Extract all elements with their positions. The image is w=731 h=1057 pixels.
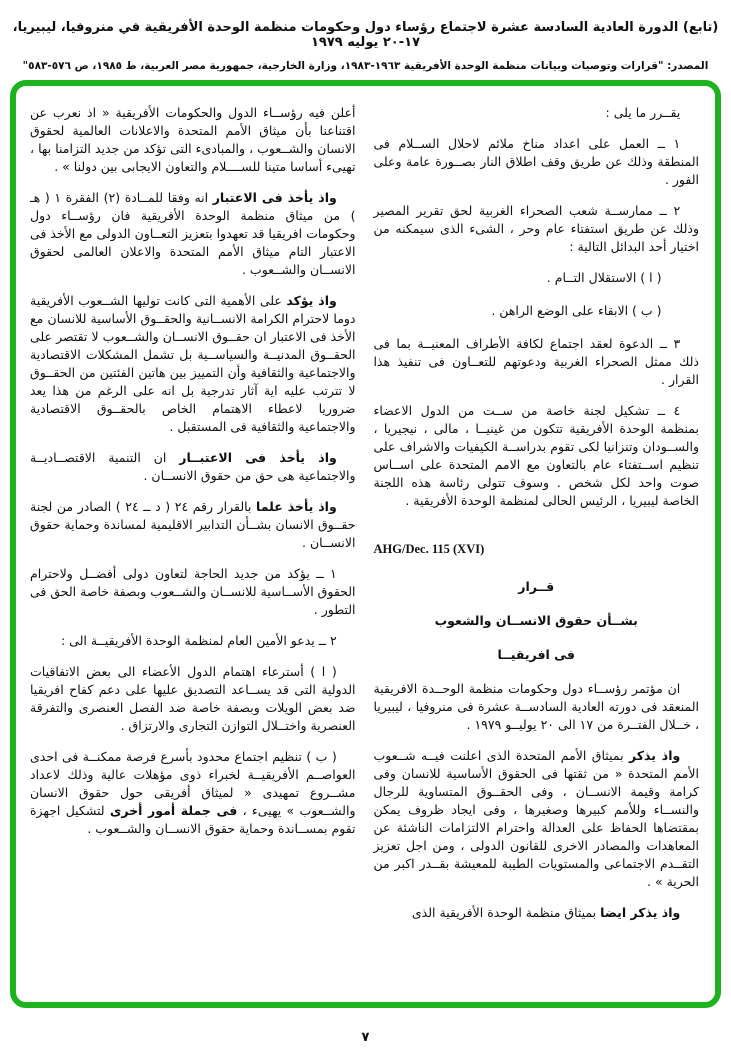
- header-session-title: (تابع) الدورة العادية السادسة عشرة لاجتماع رؤساء دول وحكومات منظمة الوحدة الأفريقية في منروفيا، ليبيريا، ١٧-٢٠ يوليه ١٩٧٩: [12, 20, 719, 50]
- page-number: ٧: [361, 1030, 370, 1045]
- decides-clause: يقــرر ما يلى :: [605, 105, 681, 120]
- preamble-session: ان مؤتمر رؤســاء دول وحكومات منظمة الوحــدة الافريقية المنعقد فى دورته العادية السادســة عشرة فى منروفيا ، ليبيريا ، خــلال الفتــرة من ١٧ الى ٢٠ يوليــو ١٩٧٩ .: [373, 681, 699, 732]
- two-column-layout: [30, 104, 699, 992]
- operative-clause-1: ١ ــ العمل على اعداد مناخ ملائم لاحلال الســلام فى المنطقة وذلك عن طريق وقف اطلاق النار بصــورة عامة وعلى الفور .: [373, 136, 699, 187]
- alternative-a: ( ا ) الاستقلال التــام .: [546, 270, 662, 285]
- resolution-subject: بشــأن حقوق الانســان والشعوب: [434, 613, 638, 628]
- document-frame: [10, 80, 721, 1008]
- operative-clause-2: ٢ ــ ممارســة شعب الصحراء الغربية لحق تقرير المصير وذلك عن طريق استفتاء عام وحر ، الشىء الذى سيمكنه من اختيار أحد البدائل التالية :: [373, 203, 699, 254]
- resolution-doc-number: AHG/Dec. 115 (XVI): [373, 542, 485, 556]
- preamble-oau-charter: واذ يذكر ايضا بميثاق منظمة الوحدة الأفريقية الذى: [411, 905, 681, 920]
- preamble-development-right: واذ يأخذ فى الاعتبــار ان التنمية الاقتصــاديــة والاجتماعية هى حق من حقوق الانســان .: [30, 450, 356, 483]
- operative-clause-3: ٣ ــ الدعوة لعقد اجتماع لكافة الأطراف المعنيــة بما فى ذلك ممثل الصحراء الغربية ودعوتهم للتعــاون فى تنفيذ هذا القرار .: [373, 336, 699, 387]
- page-footer: [0, 1026, 731, 1045]
- resolution-heading: قــرار: [518, 579, 555, 594]
- resolution-region: فى افريقيــا: [497, 647, 575, 662]
- operative-invites-sg: ٢ ــ يدعو الأمين العام لمنظمة الوحدة الأفريقيــة الى :: [60, 633, 337, 648]
- alternative-b: ( ب ) الابقاء على الوضع الراهن .: [491, 303, 662, 318]
- operative-item-b: ( ب ) تنظيم اجتماع محدود بأسرع فرصة ممكنــة فى احدى العواصــم الأفريقيــة لخبراء ذوى مؤهلات عالية وذلك لاعداد مشــروع تمهيدى « لميثاق أفريقى حول حقوق الانسان والشــعوب » يهيىء ، فى جملة أمور أخرى لتشكيل اجهزة تقوم بمســاندة وحماية حقوق الانســان والشــعوب .: [30, 749, 356, 836]
- preamble-un-charter: واذ يذكر بميثاق الأمم المتحدة الذى اعلنت فيــه شــعوب الأمم المتحدة « من ثقتها فى الحقوق الأساسية للانسان وفى كرامة وقيمة الانســان ، وفى الحقــوق المتساوية للرجال والنســاء وللأمم كبيرها وصغيرها ، وفى ايجاد ظروف يمكن بمقتضاها الحفاظ على العدالة واحترام الالتزامات الناشئة عن المعاهدات والمصادر الاخرى للقانون الدولى ، ومن اجل تعزيز التقــدم الاجتماعى والمستويات الطيبة للمعيشة بقــدر اكبر من الحرية » .: [373, 748, 699, 889]
- operative-clause-4: ٤ ــ تشكيل لجنة خاصة من ســت من الدول الاعضاء بمنظمة الوحدة الأفريقية تتكون من غينيــا ، مالى ، نيجيريا ، والســودان وتنزانيا لكى تقوم بدراســة الكيفيات والاشراف على تنظيم اســتفتاء عام بالتعاون مع الامم المتحدة على اســاس صوت واحد لكل شخص . وسوف تتولى رئاسة هذه اللجنة الخاصة ليبيريا ، الرئيس الحالى لمنظمة الوحدة الأفريقية .: [373, 403, 699, 508]
- page-header: [0, 20, 731, 72]
- preamble-article-2: واذ يأخذ فى الاعتبار انه وفقا للمــادة (٢) الفقرة ١ ( هـ ) من ميثاق منظمة الوحدة الأفريقية فان رؤســاء دول وحكومات افريقيا قد تعهدوا بتعزيز التعــاون الدولى مع الأخذ فى الاعتبار التام ميثاق الأمم المتحدة والاعلان العالمى لحقوق الانســان والشــعوب .: [30, 190, 356, 277]
- column-right: [374, 104, 700, 992]
- column-left: [30, 104, 356, 992]
- preamble-importance: واذ يؤكد على الأهمية التى كانت توليها الشــعوب الأفريقية دوما لاحترام الكرامة الانســانية والحقــوق الأساسية للانسان مع الأخذ فى الاعتبار ان حقــوق الانســان والشــعوب لا تقتصر على الحقــوق المدنيــة والسياســية بل تشمل المشكلات الاقتصادية والاجتماعية والثقافية وأن التمييز بين هاتين الفئتين من الحقــوق لا تترتب عليه اية آثار تدرجية بل انه على الرغم من هذا يعد ضروريا لاعطاء الاهتمام الخاص بالحقــوق الاقتصادية والاجتماعية والثقافية فى المستقبل .: [30, 293, 356, 434]
- operative-item-a: ( ا ) أسترعاء اهتمام الدول الأعضاء الى بعض الاتفاقيات الدولية التى قد يســاعد التصديق عليها على دعم كفاح افريقيا ضد بعض الويلات وبصفة خاصة ضد الفصل العنصرى والتفرقة العنصرية واختــلال التوازن التجارى والارتزاق .: [30, 664, 356, 733]
- header-source-line: المصدر: "قرارات وتوصيات وبيانات منظمة الوحدة الأفريقية ١٩٦٣-١٩٨٣، وزارة الخارجية، جمهورية مصر العربية، ط ١٩٨٥، ص ٥٧٦-٥٨٣": [22, 60, 709, 72]
- operative-reaffirms: ١ ــ يؤكد من جديد الحاجة لتعاون دولى أفضــل ولاحترام الحقوق الأســاسية للانســان والشــعوب وبصفة خاصة الحق فى التطور .: [30, 566, 356, 617]
- preamble-oau-charter-continued: أعلن فيه رؤســاء الدول والحكومات الأفريقية « اذ نعرب عن اقتناعنا بأن ميثاق الأمم المتحدة والاعلانات العالمية لحقوق الانسان والشــعوب ، والمبادىء التى تؤكد من جديد التزامنا بها ، تهيىء أساسا متينا للســــلام والتعاون الايجابى بين دولنا » .: [30, 105, 356, 174]
- preamble-resolution-24: واذ يأخذ علما بالقرار رقم ٢٤ ( د ــ ٢٤ ) الصادر من لجنة حقــوق الانسان بشــأن التدابير الاقليمية لمساندة وحماية حقوق الانســان .: [30, 499, 356, 550]
